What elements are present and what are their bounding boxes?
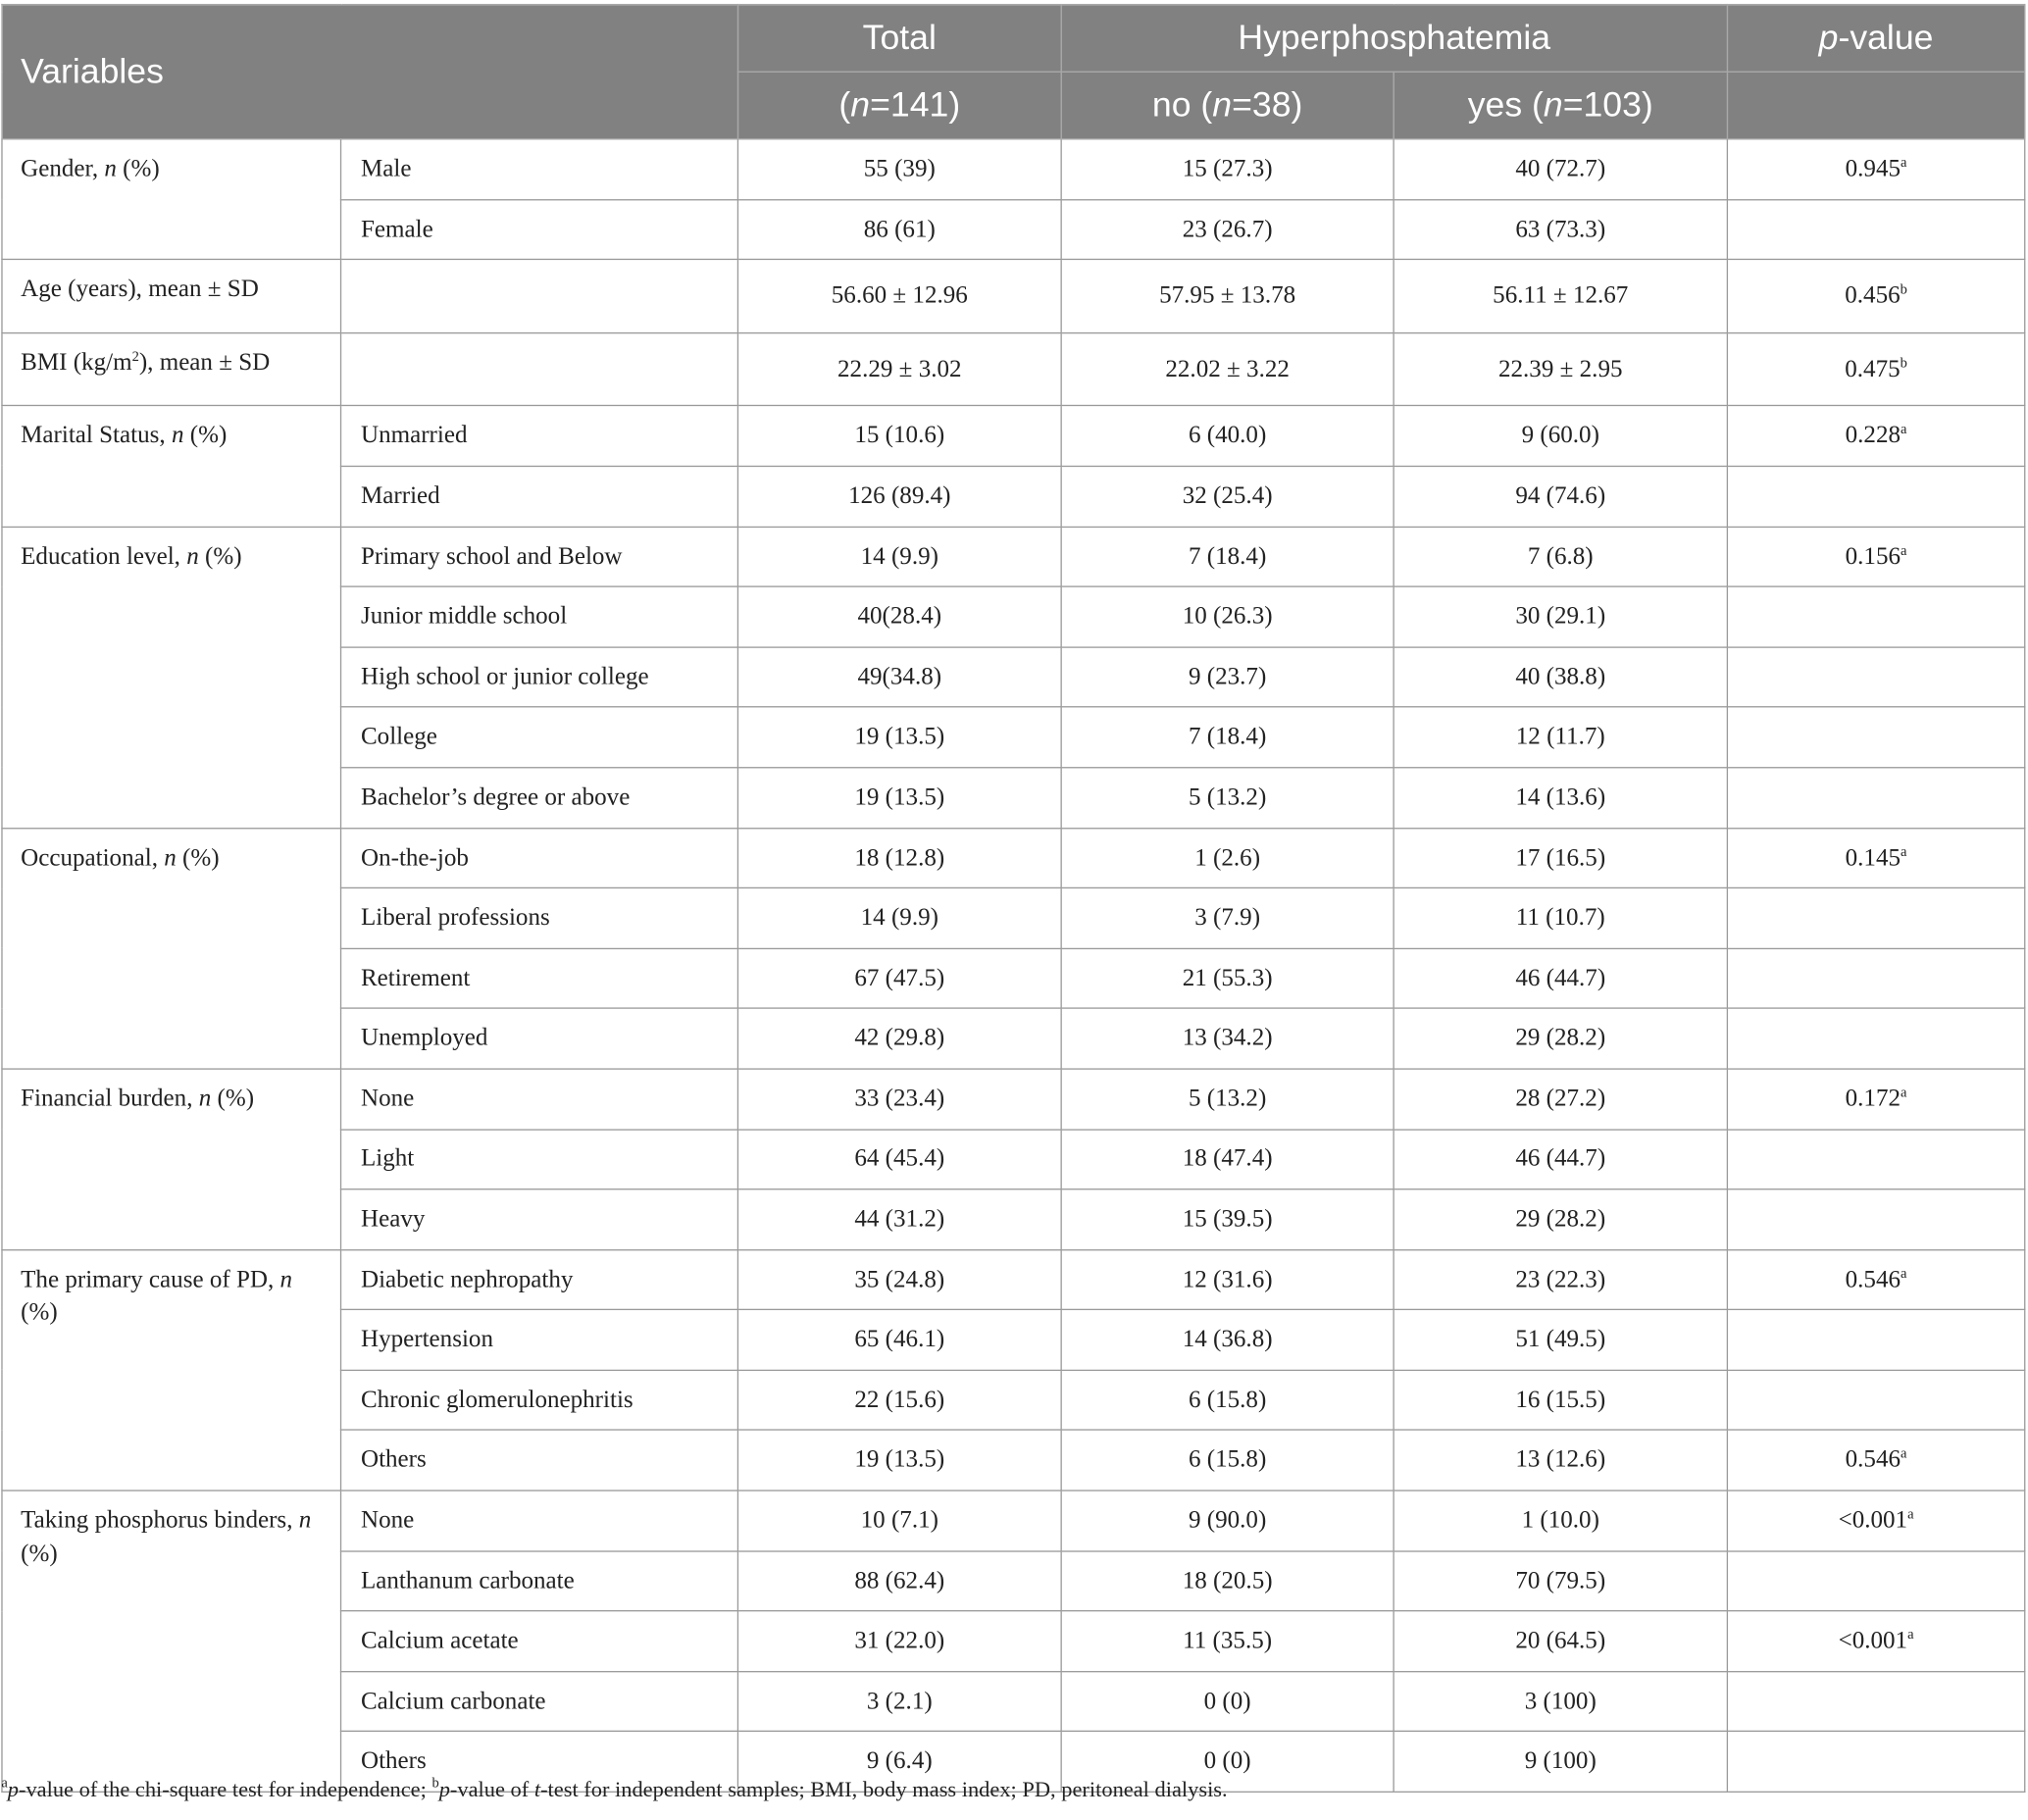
table-row (2, 1249, 2025, 1309)
row-label: Hypertension (341, 1310, 738, 1370)
cell-yes: 17 (16.5) (1394, 828, 1727, 887)
row-label: Female (341, 199, 738, 259)
cell-no: 18 (47.4) (1061, 1129, 1394, 1188)
cell-yes: 70 (79.5) (1394, 1551, 1727, 1611)
table-row (2, 139, 2025, 199)
row-label: Male (341, 139, 738, 199)
cell-no: 14 (36.8) (1061, 1310, 1394, 1370)
cell-yes: 40 (72.7) (1394, 139, 1727, 199)
header-hyperphosphatemia: Hyperphosphatemia (1061, 5, 1727, 73)
cell-yes: 13 (12.6) (1394, 1431, 1727, 1491)
group-education-level: Education level, n (%) (2, 527, 341, 828)
cell-yes: 29 (28.2) (1394, 1008, 1727, 1068)
cell-no: 6 (15.8) (1061, 1431, 1394, 1491)
cell-no: 57.95 ± 13.78 (1061, 260, 1394, 333)
cell-no: 6 (15.8) (1061, 1370, 1394, 1430)
cell-yes: 51 (49.5) (1394, 1310, 1727, 1370)
cell-total: 15 (10.6) (737, 406, 1061, 466)
cell-total: 44 (31.2) (737, 1189, 1061, 1249)
cell-total: 31 (22.0) (737, 1611, 1061, 1671)
table-row (2, 1069, 2025, 1129)
cell-no: 13 (34.2) (1061, 1008, 1394, 1068)
group-age: Age (years), mean ± SD (2, 260, 341, 333)
group-financial-burden: Financial burden, n (%) (2, 1069, 341, 1249)
row-label: Unmarried (341, 406, 738, 466)
cell-p (1727, 1310, 2024, 1370)
cell-p (1727, 586, 2024, 646)
cell-total: 55 (39) (737, 139, 1061, 199)
row-label: Calcium carbonate (341, 1671, 738, 1731)
row-label (341, 332, 738, 406)
cell-yes: 56.11 ± 12.67 (1394, 260, 1727, 333)
cell-total: 19 (13.5) (737, 707, 1061, 767)
cell-yes: 63 (73.3) (1394, 199, 1727, 259)
cell-yes: 30 (29.1) (1394, 586, 1727, 646)
row-label: Married (341, 466, 738, 526)
cell-total: 67 (47.5) (737, 948, 1061, 1008)
row-label: Liberal professions (341, 888, 738, 948)
cell-yes: 14 (13.6) (1394, 768, 1727, 828)
cell-yes: 16 (15.5) (1394, 1370, 1727, 1430)
cell-yes: 1 (10.0) (1394, 1491, 1727, 1550)
cell-p: <0.001$^a$ (1727, 1611, 2024, 1671)
table-row (2, 828, 2025, 887)
table-row (2, 406, 2025, 466)
cell-no: 6 (40.0) (1061, 406, 1394, 466)
row-label: None (341, 1069, 738, 1129)
header-total: Total (737, 5, 1061, 73)
cell-no: 7 (18.4) (1061, 527, 1394, 586)
cell-no: 0 (0) (1061, 1732, 1394, 1792)
cell-yes: 28 (27.2) (1394, 1069, 1727, 1129)
cell-yes: 40 (38.8) (1394, 647, 1727, 707)
cell-yes: 23 (22.3) (1394, 1249, 1727, 1309)
row-label: None (341, 1491, 738, 1550)
cell-yes: 20 (64.5) (1394, 1611, 1727, 1671)
cell-yes: 11 (10.7) (1394, 888, 1727, 948)
cell-p: 0.456$^b$ (1727, 260, 2024, 333)
cell-total: 22 (15.6) (737, 1370, 1061, 1430)
cell-no: 15 (27.3) (1061, 139, 1394, 199)
cell-total: 65 (46.1) (737, 1310, 1061, 1370)
row-label: Light (341, 1129, 738, 1188)
cell-p: 0.945$^a$ (1727, 139, 2024, 199)
table-footnote: $^a$p-value of the chi-square test for independence; $^b$p-value of t-test for independent samples; BMI, body mass index; PD, peritoneal dialysis. (1, 1775, 1228, 1802)
cell-no: 7 (18.4) (1061, 707, 1394, 767)
cell-total: 40(28.4) (737, 586, 1061, 646)
row-label (341, 260, 738, 333)
cell-yes: 46 (44.7) (1394, 1129, 1727, 1188)
group-bmi: BMI $(kg/m^2)$, mean ± SD (2, 332, 341, 406)
cell-yes: 9 (100) (1394, 1732, 1727, 1792)
cell-total: 86 (61) (737, 199, 1061, 259)
cell-p (1727, 1370, 2024, 1430)
cell-total: 19 (13.5) (737, 768, 1061, 828)
cell-p (1727, 948, 2024, 1008)
table-row (2, 332, 2025, 406)
cell-no: 21 (55.3) (1061, 948, 1394, 1008)
cell-yes: 12 (11.7) (1394, 707, 1727, 767)
cell-total: 14 (9.9) (737, 527, 1061, 586)
cell-total: 19 (13.5) (737, 1431, 1061, 1491)
row-label: Lanthanum carbonate (341, 1551, 738, 1611)
cell-p (1727, 707, 2024, 767)
table-row (2, 1491, 2025, 1550)
cell-no: 18 (20.5) (1061, 1551, 1394, 1611)
row-label: Junior middle school (341, 586, 738, 646)
cell-total: 56.60 ± 12.96 (737, 260, 1061, 333)
cell-p (1727, 1551, 2024, 1611)
cell-no: 15 (39.5) (1061, 1189, 1394, 1249)
header-variables: Variables (2, 5, 737, 139)
cell-yes: 94 (74.6) (1394, 466, 1727, 526)
cell-p: 0.145$^a$ (1727, 828, 2024, 887)
cell-total: 22.29 ± 3.02 (737, 332, 1061, 406)
cell-total: 18 (12.8) (737, 828, 1061, 887)
cell-total: 49(34.8) (737, 647, 1061, 707)
characteristics-table (1, 4, 2025, 1793)
row-label: Bachelor’s degree or above (341, 768, 738, 828)
cell-yes: 3 (100) (1394, 1671, 1727, 1731)
row-label: Chronic glomerulonephritis (341, 1370, 738, 1430)
table-body (2, 139, 2025, 1793)
cell-total: 9 (6.4) (737, 1732, 1061, 1792)
cell-no: 11 (35.5) (1061, 1611, 1394, 1671)
cell-p: 0.228$^a$ (1727, 406, 2024, 466)
header-total-n: (n=141) (737, 72, 1061, 139)
group-gender: Gender, n (%) (2, 139, 341, 260)
cell-yes: 7 (6.8) (1394, 527, 1727, 586)
group-phosphorus-binders: Taking phosphorus binders, n (%) (2, 1491, 341, 1792)
group-marital-status: Marital Status, n (%) (2, 406, 341, 527)
cell-no: 10 (26.3) (1061, 586, 1394, 646)
row-label: Diabetic nephropathy (341, 1249, 738, 1309)
cell-no: 23 (26.7) (1061, 199, 1394, 259)
cell-no: 3 (7.9) (1061, 888, 1394, 948)
row-label: College (341, 707, 738, 767)
header-p-empty (1727, 72, 2024, 139)
cell-no: 1 (2.6) (1061, 828, 1394, 887)
cell-no: 5 (13.2) (1061, 768, 1394, 828)
table-row (2, 260, 2025, 333)
header-yes: yes (n=103) (1394, 72, 1727, 139)
header-no: no (n=38) (1061, 72, 1394, 139)
cell-p (1727, 1671, 2024, 1731)
cell-yes: 9 (60.0) (1394, 406, 1727, 466)
cell-p (1727, 768, 2024, 828)
cell-p (1727, 1129, 2024, 1188)
cell-total: 88 (62.4) (737, 1551, 1061, 1611)
cell-p (1727, 1189, 2024, 1249)
cell-p: 0.172$^a$ (1727, 1069, 2024, 1129)
table-row (2, 527, 2025, 586)
cell-p: 0.156$^a$ (1727, 527, 2024, 586)
row-label: Heavy (341, 1189, 738, 1249)
row-label: Calcium acetate (341, 1611, 738, 1671)
cell-no: 22.02 ± 3.22 (1061, 332, 1394, 406)
cell-p (1727, 466, 2024, 526)
cell-no: 12 (31.6) (1061, 1249, 1394, 1309)
row-label: Primary school and Below (341, 527, 738, 586)
cell-p (1727, 647, 2024, 707)
cell-p (1727, 1008, 2024, 1068)
group-primary-cause: The primary cause of PD, n (%) (2, 1249, 341, 1491)
cell-no: 5 (13.2) (1061, 1069, 1394, 1129)
cell-p: 0.546$^a$ (1727, 1249, 2024, 1309)
cell-p (1727, 888, 2024, 948)
header-p-value: p-value (1727, 5, 2024, 73)
row-label: Retirement (341, 948, 738, 1008)
cell-p: 0.546$^a$ (1727, 1431, 2024, 1491)
cell-yes: 29 (28.2) (1394, 1189, 1727, 1249)
group-occupational: Occupational, n (%) (2, 828, 341, 1069)
cell-total: 64 (45.4) (737, 1129, 1061, 1188)
cell-yes: 22.39 ± 2.95 (1394, 332, 1727, 406)
cell-no: 9 (23.7) (1061, 647, 1394, 707)
cell-total: 33 (23.4) (737, 1069, 1061, 1129)
row-label: On-the-job (341, 828, 738, 887)
cell-no: 32 (25.4) (1061, 466, 1394, 526)
cell-total: 126 (89.4) (737, 466, 1061, 526)
cell-total: 35 (24.8) (737, 1249, 1061, 1309)
row-label: High school or junior college (341, 647, 738, 707)
cell-p: <0.001$^a$ (1727, 1491, 2024, 1550)
cell-no: 9 (90.0) (1061, 1491, 1394, 1550)
table-header (2, 5, 2025, 139)
row-label: Unemployed (341, 1008, 738, 1068)
cell-no: 0 (0) (1061, 1671, 1394, 1731)
cell-total: 42 (29.8) (737, 1008, 1061, 1068)
row-label: Others (341, 1732, 738, 1792)
cell-p (1727, 1732, 2024, 1792)
cell-p (1727, 199, 2024, 259)
row-label: Others (341, 1431, 738, 1491)
cell-p: 0.475$^b$ (1727, 332, 2024, 406)
cell-total: 3 (2.1) (737, 1671, 1061, 1731)
cell-total: 14 (9.9) (737, 888, 1061, 948)
cell-total: 10 (7.1) (737, 1491, 1061, 1550)
cell-yes: 46 (44.7) (1394, 948, 1727, 1008)
